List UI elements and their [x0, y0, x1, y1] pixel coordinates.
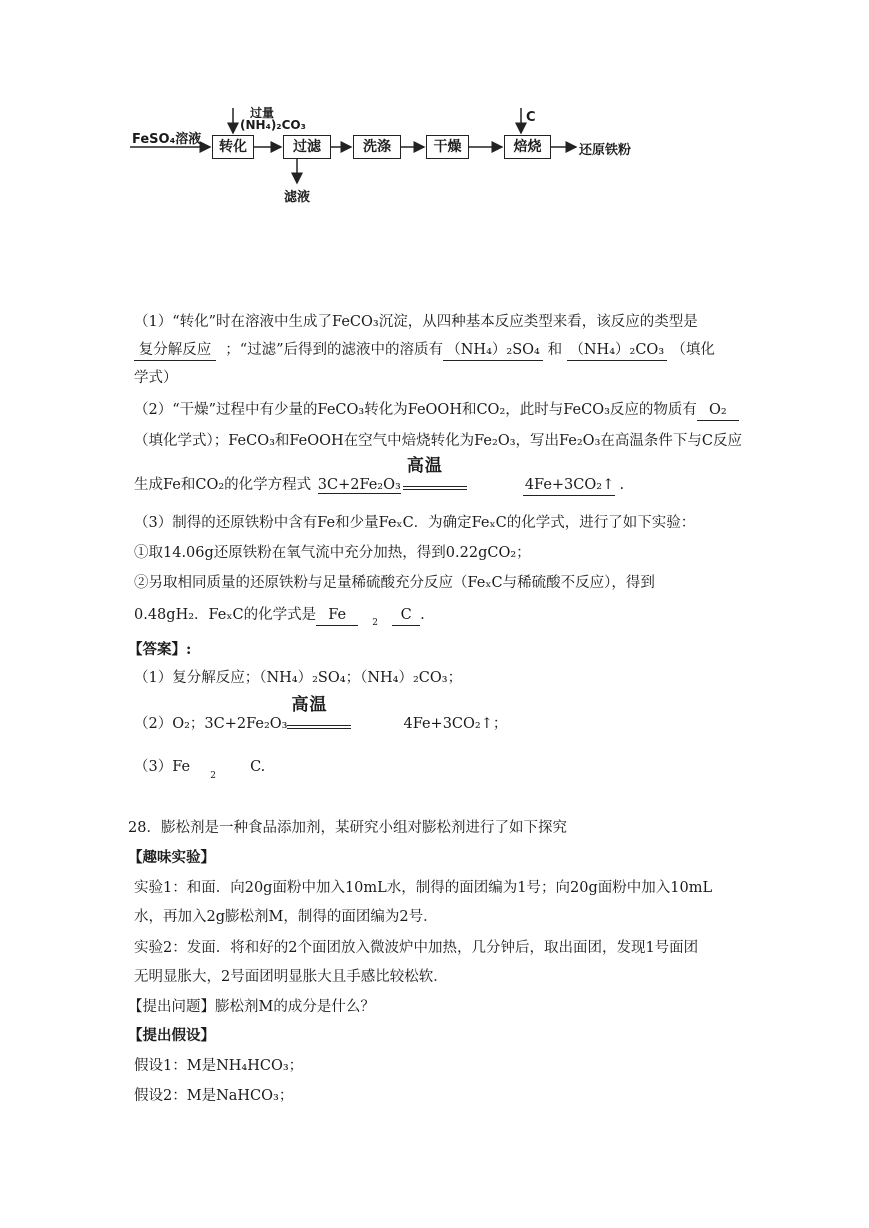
- flow-output: 还原铁粉: [579, 143, 632, 158]
- q28-hypothesis-1: 假设1：M是NH₄HCO₃；: [134, 1058, 304, 1074]
- flow-filtrate: 滤液: [284, 190, 311, 205]
- q2-equation-right: 4Fe+3CO₂↑: [523, 475, 615, 496]
- flow-step-roast: 焙烧: [504, 135, 551, 159]
- q28-heading-experiment: 【趣味实验】: [128, 849, 215, 866]
- answer-3: （3）Fe2C.: [134, 759, 266, 781]
- flow-carbon: C: [526, 110, 536, 125]
- q1-answer-type: 复分解反应: [134, 340, 216, 361]
- q28-title: 28．膨松剂是一种食品添加剂，某研究小组对膨松剂进行了如下探究: [128, 820, 567, 836]
- q28-exp2-line2: 无明显胀大，2号面团明显胀大且手感比较松软．: [134, 969, 448, 985]
- q3-line3: ②另取相同质量的还原铁粉与足量稀硫酸充分反应（FeₓC与稀硫酸不反应），得到: [134, 575, 655, 591]
- answer-header: 【答案】:: [128, 641, 192, 658]
- q1-line3: 学式）: [134, 370, 178, 386]
- flow-reagent: (NH₄)₂CO₃: [240, 118, 306, 132]
- answer-2: （2）O₂；3C+2Fe₂O₃ 高温 4Fe+3CO₂↑；: [134, 695, 508, 732]
- q3-answer-c: C: [392, 605, 420, 626]
- q28-exp1-line2: 水，再加入2g膨松剂M，制得的面团编为2号．: [134, 909, 438, 925]
- q1-answer-solute1: （NH₄）₂SO₄: [443, 340, 543, 361]
- q2-line2: （填化学式）；FeCO₃和FeOOH在空气中焙烧转化为Fe₂O₃，写出Fe₂O₃在高温条件下与C反应: [134, 433, 742, 449]
- q2-condition: 高温: [403, 470, 467, 492]
- q3-line4: 0.48gH₂．FeₓC的化学式是 Fe 2 C .: [134, 605, 425, 627]
- q28-question: 【提出问题】膨松剂M的成分是什么？: [128, 999, 375, 1015]
- flow-arrows: [0, 0, 869, 220]
- q2-line1: （2）“干燥”过程中有少量的FeCO₃转化为FeOOH和CO₂，此时与FeCO₃反应的物质有 O₂: [134, 400, 739, 421]
- flow-step-dry: 干燥: [426, 135, 469, 159]
- q1-answer-solute2: （NH₄）₂CO₃: [567, 340, 667, 361]
- q28-hypothesis-2: 假设2：M是NaHCO₃；: [134, 1088, 294, 1104]
- flow-step-transform: 转化: [212, 135, 254, 159]
- q1-line2: 复分解反应 ；“过滤”后得到的滤液中的溶质有 （NH₄）₂SO₄ 和 （NH₄）₂CO₃ （填化: [134, 340, 715, 361]
- flow-input: FeSO₄溶液: [132, 132, 202, 147]
- q3-line1: （3）制得的还原铁粉中含有Fe和少量FeₓC．为确定FeₓC的化学式，进行了如下实验：: [134, 515, 696, 531]
- flow-reagent-amount: 过量: [250, 106, 275, 120]
- answer-2-condition: 高温: [287, 709, 351, 731]
- flow-step-filter: 过滤: [283, 135, 331, 159]
- q3-answer-fe: Fe: [316, 605, 358, 626]
- q28-exp2-line1: 实验2：发面．将和好的2个面团放入微波炉中加热，几分钟后，取出面团，发现1号面团: [134, 940, 699, 956]
- q2-equation-left: 3C+2Fe₂O₃: [317, 477, 401, 493]
- q3-line2: ①取14.06g还原铁粉在氧气流中充分加热，得到0.22gCO₂；: [134, 545, 531, 561]
- q1-line1: （1）“转化”时在溶液中生成了FeCO₃沉淀，从四种基本反应类型来看，该反应的类型是: [134, 314, 698, 330]
- answer-1: （1）复分解反应；（NH₄）₂SO₄；（NH₄）₂CO₃；: [134, 670, 463, 686]
- q2-answer-o2: O₂: [697, 400, 739, 421]
- q28-heading-hypothesis: 【提出假设】: [128, 1027, 215, 1044]
- q3-answer-sub: 2: [372, 618, 378, 628]
- q2-line3: 生成Fe和CO₂的化学方程式 3C+2Fe₂O₃ 高温 4Fe+3CO₂↑ .: [134, 470, 624, 496]
- flow-step-wash: 洗涤: [353, 135, 401, 159]
- q28-exp1-line1: 实验1：和面．向20g面粉中加入10mL水，制得的面团编为1号；向20g面粉中加入10mL: [134, 880, 713, 896]
